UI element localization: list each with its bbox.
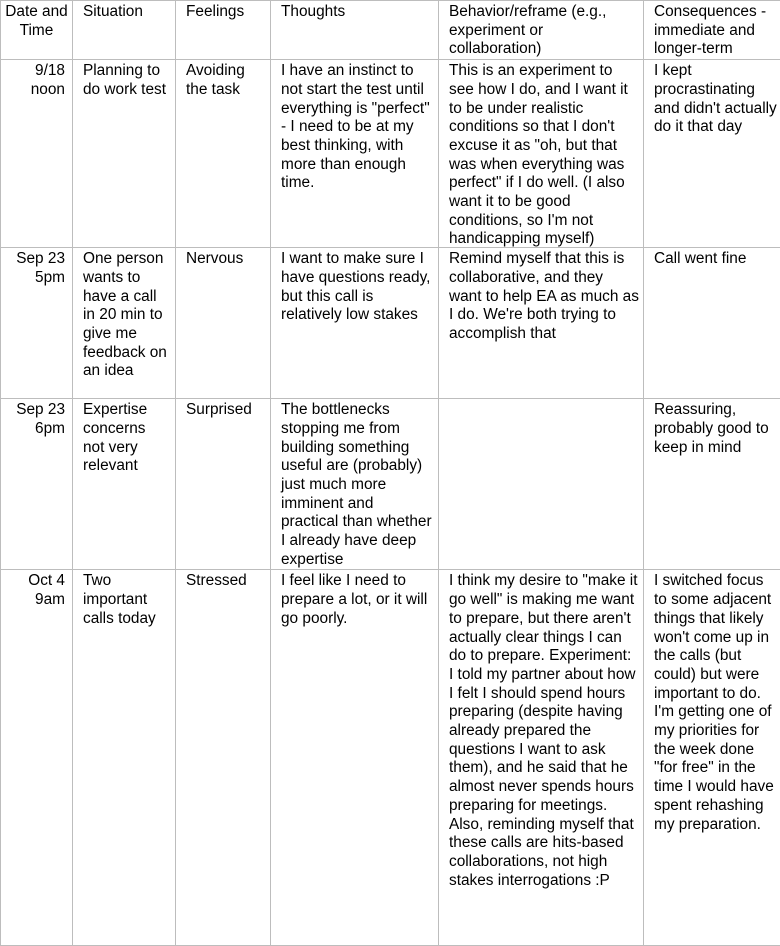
header-row: [1, 1, 780, 60]
cell-date: Sep 23 6pm: [1, 399, 73, 570]
header-feelings: Feelings: [176, 1, 271, 60]
cell-situation: Expertise concerns not very relevant: [73, 399, 176, 570]
cell-date: Oct 4 9am: [1, 570, 73, 946]
header-behavior: Behavior/reframe (e.g., experiment or collaboration): [439, 1, 644, 60]
header-consequences: Consequences -immediate and longer-term: [644, 1, 780, 60]
cell-consequences: Call went fine: [644, 248, 780, 399]
cell-situation: One person wants to have a call in 20 min to give me feedback on an idea: [73, 248, 176, 399]
cell-consequences: I switched focus to some adjacent things that likely won't come up in the calls (but could) but were important to do. I'm getting one of my priorities for the week done "for free" in the time I would have spent rehashing my preparation.: [644, 570, 780, 946]
cell-behavior: I think my desire to "make it go well" is making me want to prepare, but there aren't actually clear things I can do to prepare. Experiment: I told my partner about how I felt I should spend hours preparing (despite having already prepared the questions I want to ask them), and he said that he almost never spends hours preparing for meetings. Also, reminding myself that these calls are hits-based collaborations, not high stakes interrogations :P: [439, 570, 644, 946]
cell-behavior-text: This is an experiment to see how I do, and I want it to be under realistic conditions so that I don't excuse it as "oh, but that was when everything was perfect" if I do well. (I also want it to be good conditions, so I'm not handicapping myself): [449, 62, 639, 247]
header-situation: Situation: [73, 1, 176, 60]
cell-feelings: Surprised: [176, 399, 271, 570]
cell-thoughts: I want to make sure I have questions ready, but this call is relatively low stakes: [271, 248, 439, 399]
header-thoughts: Thoughts: [271, 1, 439, 60]
cell-consequences: I kept procrastinating and didn't actually do it that day: [644, 60, 780, 248]
cell-behavior: Remind myself that this is collaborative, and they want to help EA as much as I do. We're both trying to accomplish that: [439, 248, 644, 399]
cell-thoughts: The bottlenecks stopping me from building something useful are (probably) just much more imminent and practical than whether I already have deep expertise: [271, 399, 439, 570]
cell-feelings: Stressed: [176, 570, 271, 946]
table-row: [1, 399, 780, 570]
cell-feelings: Avoiding the task: [176, 60, 271, 248]
cell-date: Sep 23 5pm: [1, 248, 73, 399]
cell-situation: Planning to do work test: [73, 60, 176, 248]
cell-consequences: Reassuring, probably good to keep in mind: [644, 399, 780, 570]
cell-thoughts: I feel like I need to prepare a lot, or it will go poorly.: [271, 570, 439, 946]
cell-feelings: Nervous: [176, 248, 271, 399]
table-row: [1, 248, 780, 399]
cell-date: 9/18 noon: [1, 60, 73, 248]
cell-behavior: [439, 399, 644, 570]
header-date: Date and Time: [1, 1, 73, 60]
table-row: [1, 60, 780, 248]
cell-situation: Two important calls today: [73, 570, 176, 946]
table-row: [1, 570, 780, 946]
cell-behavior: [439, 60, 644, 248]
cell-thoughts: I have an instinct to not start the test until everything is "perfect" - I need to be at my best thinking, with more than enough time.: [271, 60, 439, 248]
